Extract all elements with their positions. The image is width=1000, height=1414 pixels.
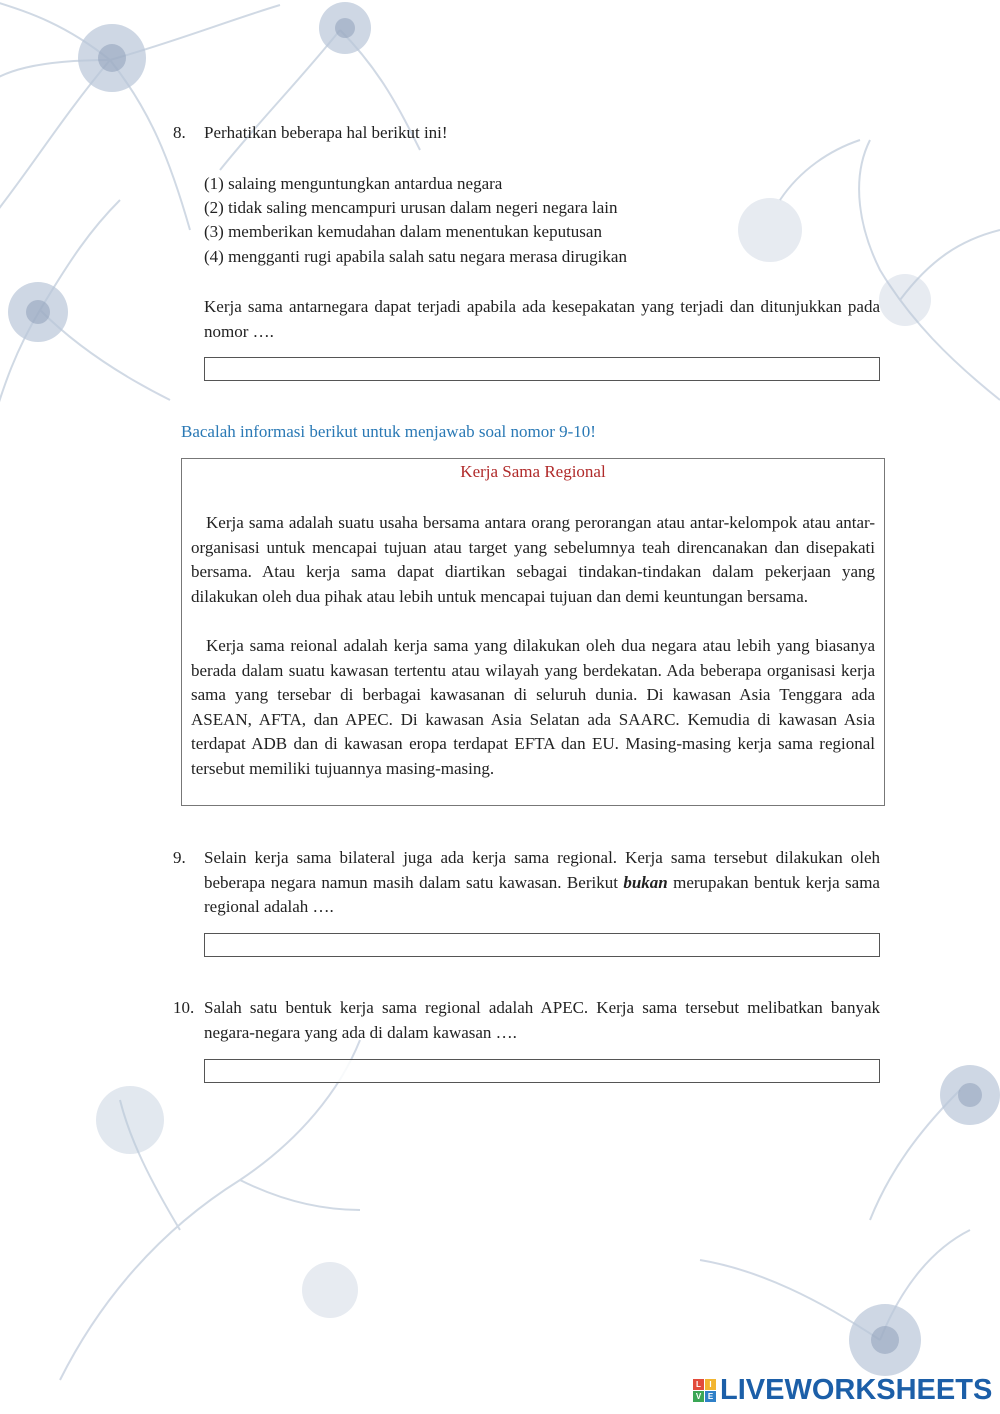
logo-letter-i: I (705, 1379, 716, 1390)
instruction-text: Bacalah informasi berikut untuk menjawab soal nomor 9-10! (181, 422, 596, 441)
logo-letter-l: L (693, 1379, 704, 1390)
liveworksheets-logo (693, 1373, 992, 1407)
liveworksheets-wordmark: LIVEWORKSHEETS (720, 1373, 993, 1406)
question-8-text: Kerja sama antarnegara dapat terjadi apabila ada kesepakatan yang terjadi dan ditunjukkan pada nomor …. (204, 297, 880, 341)
question-8-number: 8. (173, 123, 186, 142)
question-8-prompt: Perhatikan beberapa hal berikut ini! (204, 123, 448, 142)
info-title: Kerja Sama Regional (460, 462, 606, 481)
question-10-text: Salah satu bentuk kerja sama regional adalah APEC. Kerja sama tersebut melibatkan banyak negara-negara yang ada di dalam kawasan …. (204, 998, 880, 1042)
question-10-answer-input[interactable] (204, 1059, 880, 1083)
question-9-number: 9. (173, 848, 186, 867)
question-8-answer-input[interactable] (204, 357, 880, 381)
logo-letter-v: V (693, 1391, 704, 1402)
question-8-option-4: (4) mengganti rugi apabila salah satu negara merasa dirugikan (204, 247, 627, 266)
question-9-text-before: Selain kerja sama bilateral juga ada kerja sama regional. Kerja sama tersebut dilakukan oleh beberapa negara namun masih dalam satu kawasan. Berikut (204, 848, 880, 892)
liveworksheets-icon (693, 1379, 716, 1402)
info-box (181, 458, 885, 806)
question-9-emphasis: bukan (623, 872, 668, 892)
question-8-option-3: (3) memberikan kemudahan dalam menentukan keputusan (204, 222, 602, 241)
question-8-option-2: (2) tidak saling mencampuri urusan dalam negeri negara lain (204, 198, 618, 217)
question-10-number: 10. (173, 998, 195, 1017)
info-paragraph-2: Kerja sama reional adalah kerja sama yang dilakukan oleh dua negara atau lebih yang biasanya berada dalam suatu kawasan tertentu atau wilayah yang berdekatan. Ada beberapa organisasi kerja sama yang tersebar di berbagai kawasanan di seluruh dunia. Di kawasan Asia Tenggara ada ASEAN, AFTA, dan APEC. Di kawasan Asia Selatan ada SAARC. Kemudia di kawasan Asia terdapat ADB dan di kawasan eropa terdapat EFTA dan EU. Masing-masing kerja sama regional tersebut memiliki tujuannya masing-masing. (191, 636, 875, 778)
logo-letter-e: E (705, 1391, 716, 1402)
info-paragraph-1: Kerja sama adalah suatu usaha bersama antara orang perorangan atau antar-kelompok atau antar-organisasi untuk mencapai tujuan atau target yang sebelumnya teah direncanakan dan disepakati bersama. Atau kerja sama dapat diartikan sebagai tindakan-tindakan dalam pekerjaan yang dilakukan oleh dua pihak atau lebih untuk mencapai tujuan dan demi keuntungan bersama. (191, 513, 875, 606)
question-9-text (204, 846, 880, 920)
question-9-text-after: merupakan bentuk kerja sama regional adalah …. (204, 872, 880, 916)
question-9-answer-input[interactable] (204, 933, 880, 957)
question-8-option-1: (1) salaing menguntungkan antardua negara (204, 174, 503, 193)
